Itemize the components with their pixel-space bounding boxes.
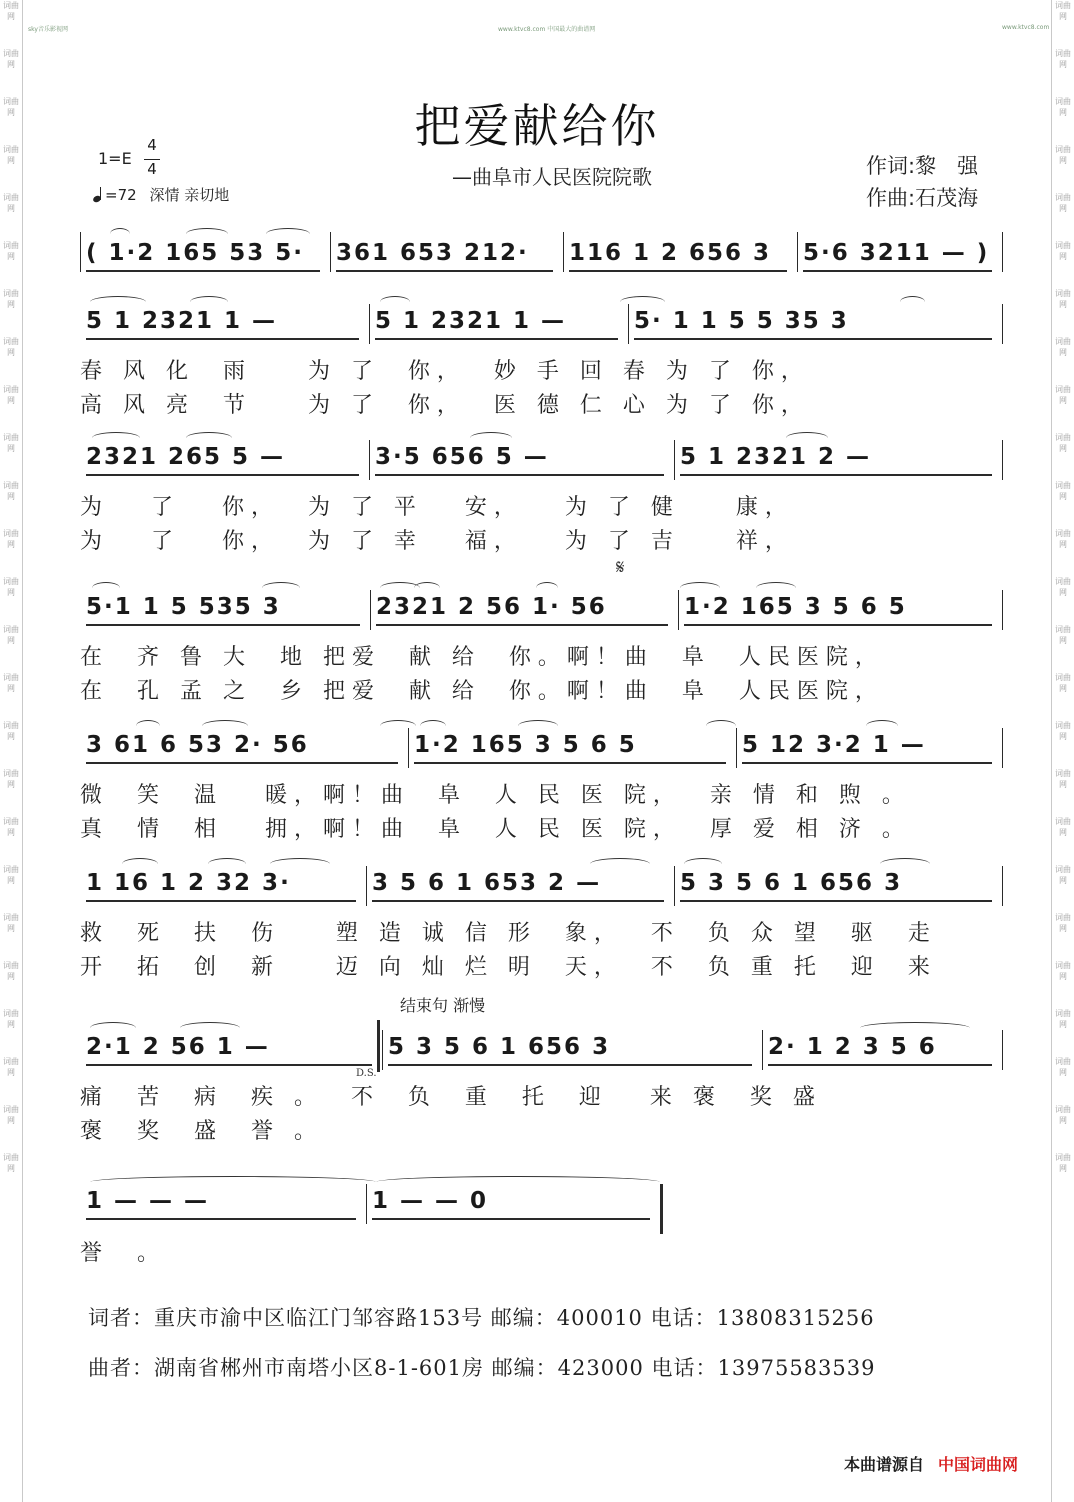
slur: [684, 858, 722, 870]
side-watermark-mark: 词曲网: [1055, 337, 1071, 357]
side-watermark-mark: 词曲网: [3, 145, 19, 165]
measure-notes: 1 — — 0: [372, 1188, 489, 1214]
measure: [680, 436, 998, 480]
slur: [270, 858, 330, 870]
slur: [900, 296, 925, 308]
left-watermark-strip: [0, 0, 22, 1502]
beam-underline: [634, 338, 992, 340]
measure-notes: 5·6 3211 — ): [803, 240, 990, 266]
lyric-line: 开 拓 创 新 迈 向 灿 烂 明 天， 不 负 重 托 迎 来: [80, 955, 937, 980]
beam-underline: [684, 624, 992, 626]
source-site-link[interactable]: 中国词曲网: [938, 1455, 1019, 1474]
measure-notes: 5 3 5 6 1 656 3: [388, 1034, 611, 1060]
bar-line: [1002, 590, 1003, 630]
composer-credit: 作曲:石茂海: [866, 186, 979, 210]
beam-underline: [803, 270, 992, 272]
measure-notes: 3 61 6 53 2· 56: [86, 732, 309, 758]
lyric-line: 春 风 化 雨 为 了 你， 妙 手 回 春 为 了 你，: [80, 359, 810, 384]
measure-notes: 2321 2 56 1· 56: [376, 594, 607, 620]
side-watermark-mark: 词曲网: [3, 1, 19, 21]
slur: [620, 296, 665, 308]
beam-underline: [86, 338, 359, 340]
side-watermark-mark: 词曲网: [3, 241, 19, 261]
side-watermark-mark: 词曲网: [3, 481, 19, 501]
music-row: [80, 1026, 1010, 1070]
slur: [110, 228, 130, 240]
slur: [90, 1022, 136, 1034]
bar-line: [366, 866, 367, 906]
lyric-line: 为 了 你， 为 了 平 安， 为 了 健 康，: [80, 495, 794, 520]
watermark-top-left: sky音乐影视网: [28, 26, 68, 33]
lyric-line: 救 死 扶 伤 塑 造 诚 信 形 象， 不 负 众 望 驱 走: [80, 921, 937, 946]
song-subtitle: —曲阜市人民医院院歌: [452, 165, 652, 189]
music-row: [80, 436, 1010, 480]
side-watermark-mark: 词曲网: [3, 913, 19, 933]
beam-underline: [376, 624, 668, 626]
lyric-line: 微 笑 温 暖，啊！曲 阜 人 民 医 院， 亲 情 和 煦 。: [80, 783, 911, 808]
left-margin-rule: [22, 0, 23, 1502]
side-watermark-mark: 词曲网: [1055, 193, 1071, 213]
slur: [860, 1022, 970, 1034]
measure: [375, 300, 624, 344]
slur: [470, 432, 512, 444]
measure: [634, 300, 998, 344]
beam-underline: [372, 1218, 650, 1220]
bar-line: [628, 304, 629, 344]
measure-notes: 5 1 2321 1 —: [375, 308, 567, 334]
bar-line: [369, 304, 370, 344]
quarter-note-icon: [93, 188, 105, 202]
slur: [420, 720, 446, 732]
measure-notes: 5·1 1 5 535 3: [86, 594, 281, 620]
side-watermark-mark: 词曲网: [3, 49, 19, 69]
music-row: [80, 586, 1010, 630]
side-watermark-mark: 词曲网: [1055, 625, 1071, 645]
side-watermark-mark: 词曲网: [3, 529, 19, 549]
lyric-line: 真 情 相 拥，啊！曲 阜 人 民 医 院， 厚 爱 相 济 。: [80, 817, 911, 842]
bar-line: [408, 728, 409, 768]
measure: [803, 232, 998, 276]
beam-underline: [86, 270, 320, 272]
side-watermark-mark: 词曲网: [1055, 385, 1071, 405]
meter-top: 4: [147, 136, 157, 154]
bar-line: [797, 232, 798, 272]
side-watermark-mark: 词曲网: [1055, 769, 1071, 789]
side-watermark-mark: 词曲网: [3, 577, 19, 597]
measure-notes: 1 — — —: [86, 1188, 210, 1214]
bar-line: [736, 728, 737, 768]
bar-line: [1002, 728, 1003, 768]
slur: [880, 858, 930, 870]
side-watermark-mark: 词曲网: [3, 817, 19, 837]
bar-line: [1002, 304, 1003, 344]
measure-notes: 5· 1 1 5 5 35 3: [634, 308, 849, 334]
slur: [90, 296, 146, 308]
measure-notes: 3 5 6 1 653 2 —: [372, 870, 602, 896]
beam-underline: [414, 762, 726, 764]
measure-notes: 2· 1 2 3 5 6: [768, 1034, 937, 1060]
composer-address: 曲者：湖南省郴州市南塔小区8-1-601房 邮编：423000 电话：13975583539: [88, 1356, 876, 1380]
side-watermark-mark: 词曲网: [1055, 913, 1071, 933]
measure: [86, 586, 366, 630]
lyricist-address: 词者：重庆市渝中区临江门邹容路153号 邮编：400010 电话：13808315256: [88, 1306, 875, 1330]
slur: [92, 432, 140, 444]
slur: [180, 1022, 240, 1034]
beam-underline: [375, 474, 664, 476]
measure-notes: 5 12 3·2 1 —: [742, 732, 926, 758]
slur: [866, 720, 898, 732]
bar-line: [1002, 866, 1003, 906]
beam-underline: [768, 1064, 992, 1066]
side-watermark-mark: 词曲网: [3, 1153, 19, 1173]
lyric-line: 褒 奖 盛 誉 。: [80, 1119, 323, 1144]
lyric-line: 在 孔 孟 之 乡 把爱 献 给 你。啊！曲 阜 人民医院，: [80, 679, 884, 704]
side-watermark-mark: 词曲网: [1055, 97, 1071, 117]
beam-underline: [86, 762, 398, 764]
lyric-line: 誉 。: [80, 1241, 166, 1266]
side-watermark-mark: 词曲网: [1055, 49, 1071, 69]
side-watermark-mark: 词曲网: [3, 433, 19, 453]
music-row: [80, 862, 1010, 906]
side-watermark-mark: 词曲网: [3, 97, 19, 117]
slur: [208, 858, 246, 870]
slur: [518, 720, 558, 732]
slur: [376, 1176, 660, 1188]
beam-underline: [680, 474, 992, 476]
slur: [186, 228, 228, 240]
slur: [92, 582, 120, 594]
slur: [262, 582, 300, 594]
double-bar-line: [377, 1020, 380, 1072]
side-watermark-mark: 词曲网: [3, 193, 19, 213]
side-watermark-mark: 词曲网: [1055, 145, 1071, 165]
side-watermark-mark: 词曲网: [3, 673, 19, 693]
bar-line: [660, 1184, 663, 1234]
bar-line: [678, 590, 679, 630]
bar-line: [762, 1030, 763, 1070]
measure: [684, 586, 998, 630]
music-row: [80, 300, 1010, 344]
key-signature: 1=E: [98, 149, 132, 168]
side-watermark-mark: 词曲网: [3, 337, 19, 357]
beam-underline: [375, 338, 618, 340]
bar-line: [370, 590, 371, 630]
slur: [190, 296, 228, 308]
measure-notes: 361 653 212·: [336, 240, 529, 266]
measure-notes: 116 1 2 656 3: [569, 240, 772, 266]
beam-underline: [569, 270, 787, 272]
slur: [380, 296, 410, 308]
slur: [756, 582, 796, 594]
side-watermark-mark: 词曲网: [3, 961, 19, 981]
ending-label: 结束句 渐慢: [400, 996, 486, 1015]
slur: [186, 432, 232, 444]
beam-underline: [388, 1064, 752, 1066]
side-watermark-mark: 词曲网: [1055, 241, 1071, 261]
measure: [569, 232, 793, 276]
side-watermark-mark: 词曲网: [3, 1057, 19, 1077]
side-watermark-mark: 词曲网: [1055, 961, 1071, 981]
side-watermark-mark: 词曲网: [3, 865, 19, 885]
measure-notes: 2321 265 5 —: [86, 444, 286, 470]
slur: [136, 720, 160, 732]
expression-marking: 深情 亲切地: [149, 186, 230, 204]
side-watermark-mark: 词曲网: [1055, 865, 1071, 885]
bar-line: [674, 866, 675, 906]
beam-underline: [680, 900, 992, 902]
slur: [536, 582, 558, 594]
measure-notes: 1·2 165 3 5 6 5: [684, 594, 907, 620]
bar-line: [674, 440, 675, 480]
bar-line: [1002, 232, 1003, 272]
bar-line: [1002, 440, 1003, 480]
side-watermark-mark: 词曲网: [1055, 529, 1071, 549]
slur: [680, 582, 720, 594]
slur: [414, 582, 440, 594]
meter-bottom: 4: [147, 160, 157, 178]
bar-line: [80, 232, 81, 272]
music-row: [80, 1180, 1010, 1224]
measure-notes: 5 3 5 6 1 656 3: [680, 870, 903, 896]
source-label: 本曲谱源自: [844, 1455, 925, 1474]
side-watermark-mark: 词曲网: [1055, 817, 1071, 837]
slur: [202, 720, 248, 732]
music-row: [80, 232, 1010, 276]
lyricist-credit: 作词:黎 强: [866, 154, 979, 178]
side-watermark-mark: 词曲网: [1055, 1057, 1071, 1077]
song-title: 把爱献给你: [414, 99, 660, 153]
side-watermark-mark: 词曲网: [3, 625, 19, 645]
side-watermark-mark: 词曲网: [1055, 481, 1071, 501]
beam-underline: [742, 762, 992, 764]
side-watermark-mark: 词曲网: [1055, 289, 1071, 309]
measure: [375, 436, 670, 480]
side-watermark-mark: 词曲网: [1055, 433, 1071, 453]
slur: [590, 858, 650, 870]
music-row: [80, 724, 1010, 768]
measure-notes: ( 1·2 165 53 5·: [86, 240, 305, 266]
bar-line: [1002, 1030, 1003, 1070]
beam-underline: [86, 624, 360, 626]
measure-notes: 1 16 1 2 32 3·: [86, 870, 291, 896]
da-segno-mark: D.S.: [356, 1068, 377, 1079]
beam-underline: [86, 900, 356, 902]
beam-underline: [86, 474, 359, 476]
side-watermark-mark: 词曲网: [1055, 1009, 1071, 1029]
side-watermark-mark: 词曲网: [3, 721, 19, 741]
measure: [680, 862, 998, 906]
measure: [388, 1026, 758, 1070]
measure-notes: 5 1 2321 1 —: [86, 308, 278, 334]
measure-notes: 5 1 2321 2 —: [680, 444, 872, 470]
tempo-value: =72: [105, 186, 137, 204]
right-watermark-strip: [1052, 0, 1074, 1502]
source-line: [844, 1452, 1018, 1475]
side-watermark-mark: 词曲网: [3, 1009, 19, 1029]
bar-line: [330, 232, 331, 272]
bar-line: [563, 232, 564, 272]
side-watermark-mark: 词曲网: [1055, 1, 1071, 21]
beam-underline: [86, 1064, 372, 1066]
measure: [414, 724, 732, 768]
segno-sign: 𝄋: [616, 555, 625, 579]
right-margin-rule: [1051, 0, 1052, 1502]
slur: [266, 228, 310, 240]
side-watermark-mark: 词曲网: [1055, 1105, 1071, 1125]
beam-underline: [336, 270, 553, 272]
lyric-line: 痛 苦 病 疾 。 不 负 重 托 迎 来 褒 奖 盛: [80, 1085, 822, 1110]
side-watermark-mark: 词曲网: [1055, 1153, 1071, 1173]
bar-line: [366, 1184, 367, 1224]
slur: [706, 720, 736, 732]
bar-line: [369, 440, 370, 480]
lyric-line: 高 风 亮 节 为 了 你， 医 德 仁 心 为 了 你，: [80, 393, 810, 418]
measure-notes: 1·2 165 3 5 6 5: [414, 732, 637, 758]
beam-underline: [86, 1218, 356, 1220]
measure-notes: 2·1 2 56 1 —: [86, 1034, 270, 1060]
slur: [786, 432, 828, 444]
beam-underline: [372, 900, 664, 902]
lyric-line: 为 了 你， 为 了 幸 福， 为 了 吉 祥，: [80, 529, 794, 554]
watermark-top-right: www.ktvc8.com: [1002, 24, 1050, 31]
watermark-top-center: www.ktvc8.com 中国最大的曲谱网: [498, 26, 596, 33]
slur: [122, 858, 158, 870]
side-watermark-mark: 词曲网: [3, 769, 19, 789]
slur: [380, 720, 416, 732]
side-watermark-mark: 词曲网: [1055, 673, 1071, 693]
tempo-marking: [93, 184, 229, 205]
slur: [90, 1176, 376, 1188]
side-watermark-mark: 词曲网: [1055, 577, 1071, 597]
side-watermark-mark: 词曲网: [1055, 721, 1071, 741]
side-watermark-mark: 词曲网: [3, 289, 19, 309]
side-watermark-mark: 词曲网: [3, 1105, 19, 1125]
lyric-line: 在 齐 鲁 大 地 把爱 献 给 你。啊！曲 阜 人民医院，: [80, 645, 884, 670]
bar-line: [382, 1030, 383, 1070]
measure-notes: 3·5 656 5 —: [375, 444, 549, 470]
side-watermark-mark: 词曲网: [3, 385, 19, 405]
measure: [336, 232, 559, 276]
